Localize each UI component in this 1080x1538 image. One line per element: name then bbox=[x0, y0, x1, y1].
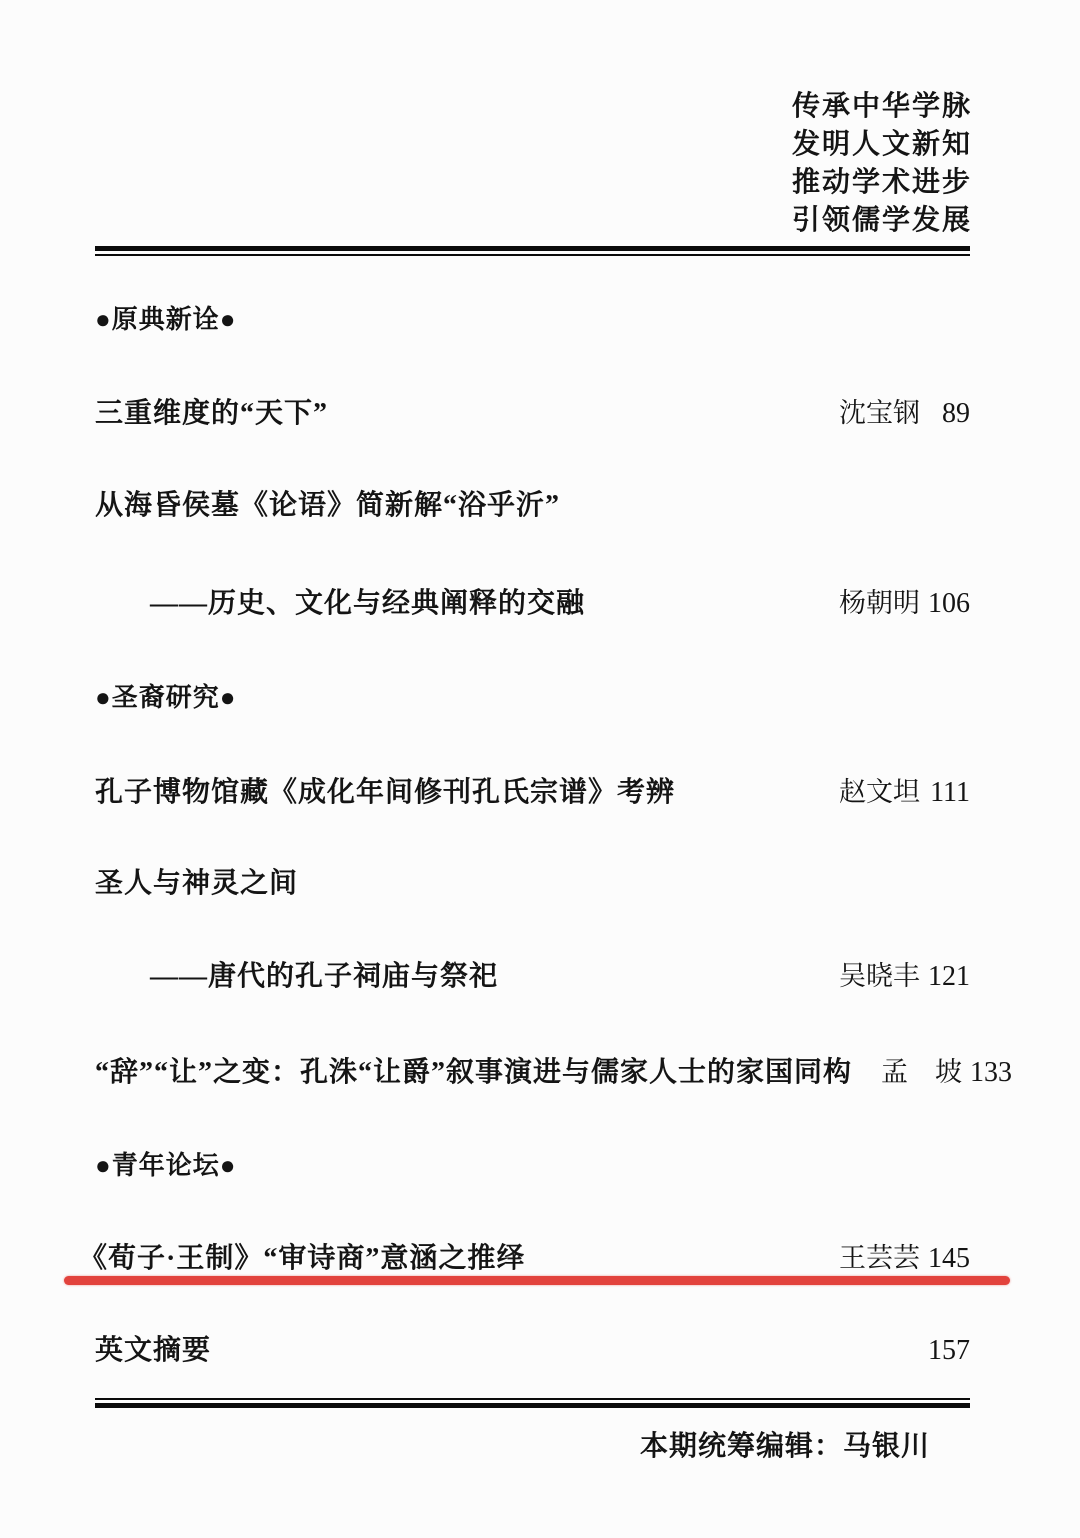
toc-entry-subtitle bbox=[95, 960, 970, 993]
top-double-rule bbox=[95, 246, 970, 256]
journal-motto-block bbox=[792, 88, 972, 240]
motto-line-2: 发明人文新知 bbox=[791, 129, 972, 160]
toc-entry-meta bbox=[920, 1335, 970, 1367]
bottom-double-rule bbox=[95, 1398, 970, 1408]
toc-entry-title: 三重维度的“天下” bbox=[95, 398, 329, 429]
toc-section-header bbox=[95, 1149, 970, 1181]
toc-entry-subtitle-text: ——唐代的孔子祠庙与祭祀 bbox=[150, 961, 499, 992]
toc-entry bbox=[95, 1335, 970, 1367]
toc-entry-author: 沈宝钢 bbox=[839, 398, 920, 428]
toc-entry-highlighted bbox=[79, 1242, 970, 1275]
toc-entry-author: 吴晓丰 bbox=[839, 961, 920, 991]
toc-entry-subtitle-text: ——历史、文化与经典阐释的交融 bbox=[150, 588, 586, 619]
section-header-label: ●青年论坛● bbox=[95, 1150, 237, 1180]
motto-line-1: 传承中华学脉 bbox=[791, 91, 972, 122]
toc-entry bbox=[95, 868, 970, 900]
toc-entry-page: 111 bbox=[930, 777, 970, 808]
toc-entry bbox=[95, 490, 970, 522]
toc-entry-meta bbox=[810, 960, 970, 993]
issue-editor-credit: 本期统筹编辑：马银川 bbox=[639, 1430, 930, 1461]
toc-entry-meta bbox=[810, 1242, 970, 1275]
motto-line-3: 推动学术进步 bbox=[791, 167, 972, 198]
toc-section-header bbox=[95, 681, 970, 713]
toc-entry-author: 杨朝明 bbox=[839, 588, 920, 618]
motto-line-4: 引领儒学发展 bbox=[791, 205, 972, 236]
toc-entry bbox=[95, 397, 970, 430]
toc-entry-page: 133 bbox=[970, 1057, 1013, 1088]
toc-entry-title: 圣人与神灵之间 bbox=[95, 868, 299, 899]
toc-entry bbox=[95, 776, 970, 809]
toc-entry-meta bbox=[810, 776, 970, 809]
toc-entry-page: 106 bbox=[928, 588, 970, 619]
toc-entry-subtitle bbox=[95, 587, 970, 620]
toc-entry-author: 赵文坦 bbox=[839, 777, 920, 807]
rule-thin-line bbox=[95, 254, 970, 256]
toc-entry-meta bbox=[810, 397, 970, 430]
toc-entry-title: 英文摘要 bbox=[95, 1335, 212, 1366]
toc-section-header bbox=[95, 303, 970, 335]
toc-entry-title: 《荀子·王制》“审诗商”意涵之推绎 bbox=[79, 1243, 526, 1274]
section-header-label: ●原典新诠● bbox=[95, 304, 237, 334]
toc-entry-meta bbox=[810, 587, 970, 620]
toc-entry-page: 89 bbox=[942, 398, 970, 429]
rule-thick-line bbox=[95, 1403, 970, 1408]
toc-entry-author: 王芸芸 bbox=[839, 1243, 920, 1273]
toc-entry bbox=[95, 1056, 1013, 1089]
toc-entry-meta bbox=[852, 1056, 1012, 1089]
section-header-label: ●圣裔研究● bbox=[95, 682, 237, 712]
toc-entry-page: 121 bbox=[928, 961, 970, 992]
highlight-underline bbox=[64, 1276, 1010, 1285]
toc-entry-title: “辞”“让”之变：孔洙“让爵”叙事演进与儒家人士的家国同构 bbox=[95, 1057, 853, 1088]
toc-entry-title: 孔子博物馆藏《成化年间修刊孔氏宗谱》考辨 bbox=[95, 777, 676, 808]
toc-entry-author: 孟 坡 bbox=[881, 1057, 963, 1087]
toc-entry-title: 从海昏侯墓《论语》简新解“浴乎沂” bbox=[95, 490, 561, 521]
toc-entry-page: 157 bbox=[928, 1335, 970, 1366]
toc-entry-page: 145 bbox=[928, 1243, 970, 1274]
